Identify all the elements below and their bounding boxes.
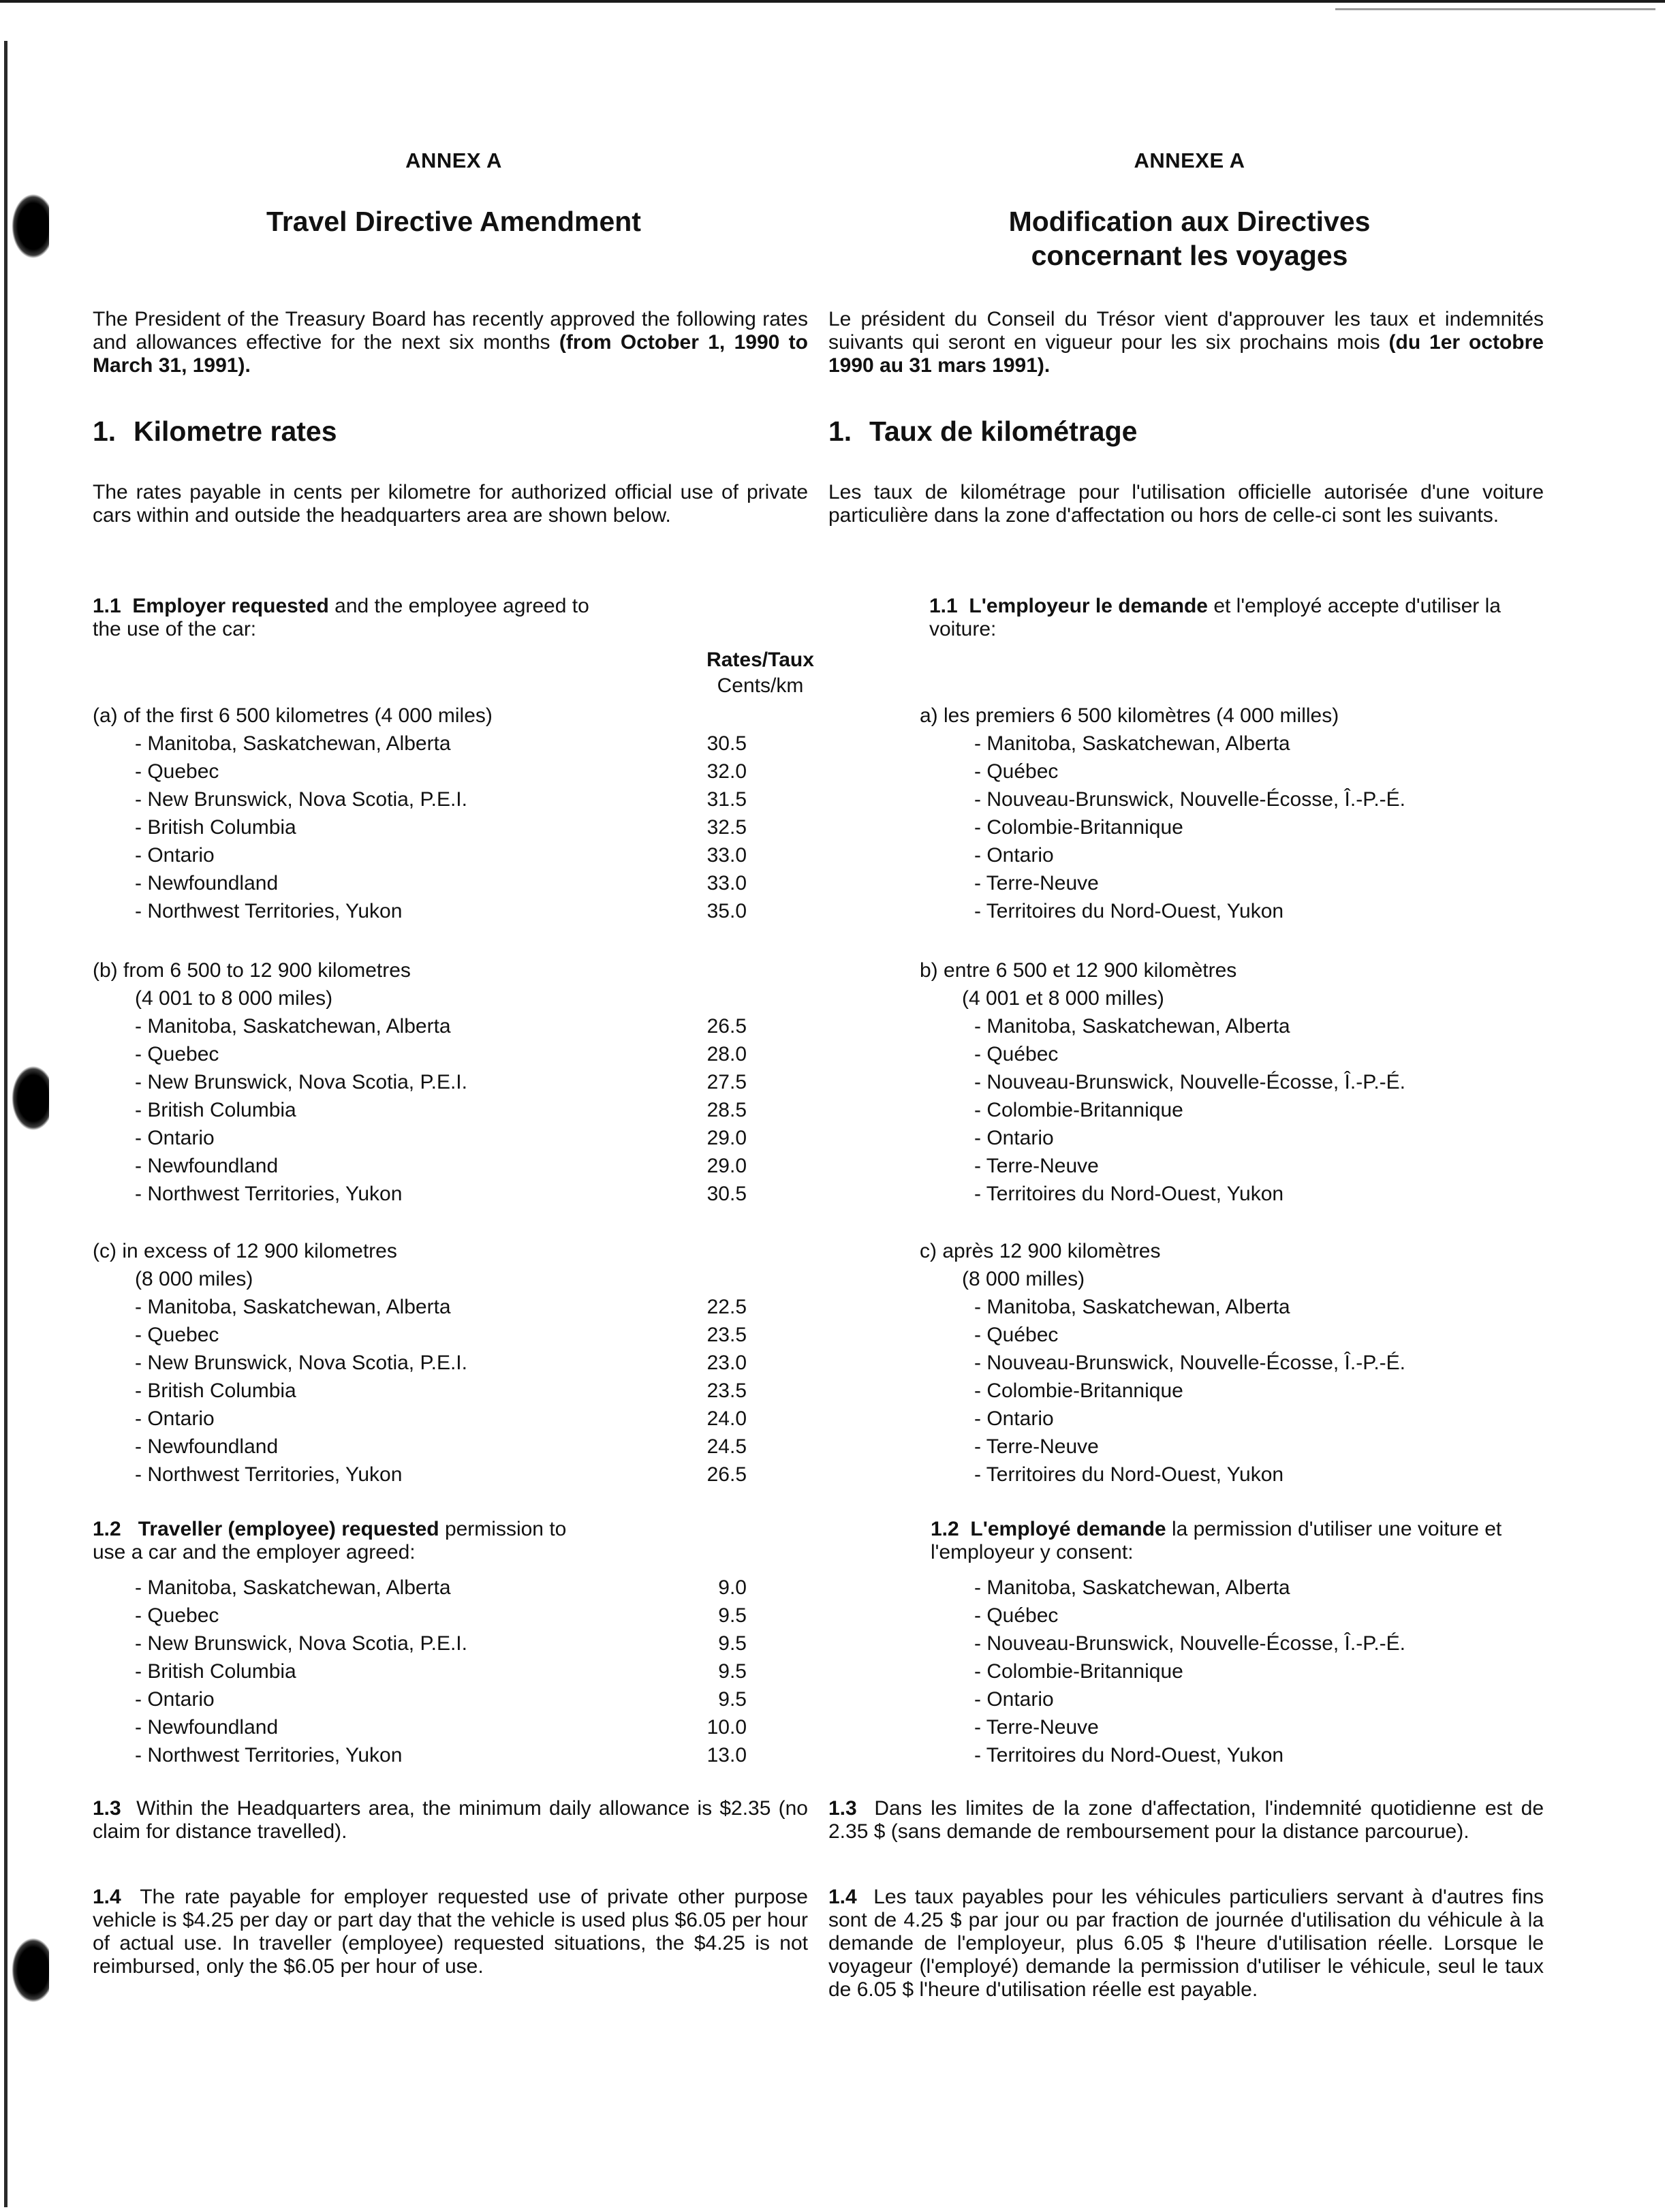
list-item: - Ontario	[974, 844, 1054, 867]
rates-column-header	[692, 647, 828, 699]
intro-dates: (du 1er octobre 1990 au 31 mars 1991).	[828, 331, 1544, 377]
subsection-number: 1.2	[93, 1518, 121, 1540]
page-title-line1: Modification aux Directives	[1008, 206, 1371, 237]
list-item: - Québec	[974, 1043, 1059, 1065]
table-row: - Quebec 32.0	[135, 760, 747, 783]
list-item: - Québec	[974, 760, 1059, 783]
list-item: - Terre-Neuve	[974, 1435, 1099, 1458]
section-title: Taux de kilométrage	[869, 416, 1138, 447]
table-row: - Northwest Territories, Yukon 35.0	[135, 900, 747, 922]
list-item: - Colombie-Britannique	[974, 1380, 1183, 1402]
list-item: - Manitoba, Saskatchewan, Alberta	[974, 1576, 1290, 1599]
list-item: - Québec	[974, 1324, 1059, 1346]
list-item: - Terre-Neuve	[974, 1155, 1099, 1177]
table-row: - New Brunswick, Nova Scotia, P.E.I. 31.5	[135, 788, 747, 811]
table-row: - Ontario 29.0	[135, 1127, 747, 1149]
list-item: - Colombie-Britannique	[974, 1660, 1183, 1683]
list-item: - Québec	[974, 1604, 1059, 1627]
group-label: c) après 12 900 kilomètres	[920, 1240, 1161, 1262]
subsection-text: Les taux payables pour les véhicules particuliers servant à d'autres fins sont de 4.25 $ par jour ou par fraction de journée d'utilisation du véhicule à la demande de l'employeur, plus 6.05 $ l'heure d'utilisation réelle. Lorsque le voyageur (l'employé) demande la permission d'utiliser le véhicule, seul le taux de 6.05 $ l'heure d'utilisation réelle est payable.	[828, 1886, 1544, 2001]
binder-hole-icon	[10, 1935, 49, 2006]
subsection-1-2	[93, 1518, 651, 1564]
table-row: - New Brunswick, Nova Scotia, P.E.I. 27.5	[135, 1071, 747, 1093]
subsection-number: 1.3	[828, 1797, 857, 1820]
section-title: Kilometre rates	[134, 416, 337, 447]
table-row: - New Brunswick, Nova Scotia, P.E.I. 23.0	[135, 1352, 747, 1374]
french-column	[828, 0, 1551, 2212]
table-row: - British Columbia 32.5	[135, 816, 747, 839]
intro-dates: (from October 1, 1990 to March 31, 1991).	[93, 331, 808, 377]
table-row: - Manitoba, Saskatchewan, Alberta 9.0	[135, 1576, 747, 1599]
page-title	[828, 204, 1551, 272]
list-item: - Territoires du Nord-Ouest, Yukon	[974, 1463, 1284, 1486]
subsection-1-4	[828, 1886, 1544, 2001]
table-row: - Quebec 28.0	[135, 1043, 747, 1065]
english-column	[93, 0, 815, 2212]
subsection-1-2	[931, 1518, 1544, 1564]
subsection-text: Dans les limites de la zone d'affectation, l'indemnité quotidienne est de 2.35 $ (sans demande de remboursement pour la distance parcourue).	[828, 1797, 1544, 1843]
subsection-text-line2: use a car and the employer agreed:	[93, 1541, 416, 1563]
group-label: (a) of the first 6 500 kilometres (4 000 miles)	[93, 704, 493, 727]
table-row: - Quebec 23.5	[135, 1324, 747, 1346]
annex-label: ANNEX A	[405, 149, 502, 172]
section-heading	[93, 416, 337, 448]
subsection-number: 1.4	[828, 1886, 857, 1908]
list-item: - Territoires du Nord-Ouest, Yukon	[974, 1744, 1284, 1766]
table-row: - New Brunswick, Nova Scotia, P.E.I. 9.5	[135, 1632, 747, 1655]
table-row: - Ontario 9.5	[135, 1688, 747, 1711]
subsection-1-4	[93, 1886, 808, 1978]
table-row: - Manitoba, Saskatchewan, Alberta 22.5	[135, 1296, 747, 1318]
subsection-text-line2: the use of the car:	[93, 618, 257, 640]
group-sublabel: (4 001 et 8 000 milles)	[962, 987, 1164, 1010]
intro-text: The President of the Treasury Board has recently approved the following rates and allowances effective for the next six months	[93, 308, 808, 354]
table-row: - British Columbia 23.5	[135, 1380, 747, 1402]
subsection-number: 1.1	[93, 595, 121, 617]
table-row: - British Columbia 28.5	[135, 1099, 747, 1121]
table-row: - Newfoundland 24.5	[135, 1435, 747, 1458]
subsection-1-3	[828, 1797, 1544, 1843]
list-item: - Terre-Neuve	[974, 872, 1099, 894]
intro-paragraph	[93, 308, 808, 377]
subsection-text: permission to	[444, 1518, 567, 1540]
subsection-1-1	[929, 595, 1544, 641]
list-item: - Colombie-Britannique	[974, 1099, 1183, 1121]
list-item: - Manitoba, Saskatchewan, Alberta	[974, 1015, 1290, 1038]
group-sublabel: (4 001 to 8 000 miles)	[135, 987, 333, 1010]
subsection-text: and the employee agreed to	[334, 595, 589, 617]
section-number: 1.	[93, 416, 116, 447]
intro-paragraph	[828, 308, 1544, 377]
table-row: - Northwest Territories, Yukon 26.5	[135, 1463, 747, 1486]
binder-hole-icon	[10, 191, 49, 262]
list-item: - Nouveau-Brunswick, Nouvelle-Écosse, Î.-P.-É.	[974, 788, 1406, 811]
page-title: Travel Directive Amendment	[266, 206, 641, 237]
subsection-number: 1.3	[93, 1797, 121, 1820]
subsection-number: 1.4	[93, 1886, 121, 1908]
subsection-text-line2: l'employeur y consent:	[931, 1541, 1134, 1563]
list-item: - Manitoba, Saskatchewan, Alberta	[974, 1296, 1290, 1318]
list-item: - Manitoba, Saskatchewan, Alberta	[974, 732, 1290, 755]
list-item: - Nouveau-Brunswick, Nouvelle-Écosse, Î.-P.-É.	[974, 1632, 1406, 1655]
binder-edge	[4, 41, 7, 2207]
group-label: b) entre 6 500 et 12 900 kilomètres	[920, 959, 1237, 982]
table-row: - Northwest Territories, Yukon 30.5	[135, 1183, 747, 1205]
intro-text: Le président du Conseil du Trésor vient d'approuver les taux et indemnités suivants qui seront en vigueur pour les six prochains mois	[828, 308, 1544, 354]
table-row: - Quebec 9.5	[135, 1604, 747, 1627]
group-sublabel: (8 000 milles)	[962, 1268, 1085, 1290]
section-intro: The rates payable in cents per kilometre for authorized official use of private cars within and outside the headquarters area are shown below.	[93, 481, 808, 527]
group-label: a) les premiers 6 500 kilomètres (4 000 milles)	[920, 704, 1339, 727]
table-row: - British Columbia 9.5	[135, 1660, 747, 1683]
subsection-text: et l'employé accepte d'utiliser la	[1213, 595, 1501, 617]
list-item: - Nouveau-Brunswick, Nouvelle-Écosse, Î.-P.-É.	[974, 1071, 1406, 1093]
subsection-bold: L'employé demande	[970, 1518, 1166, 1540]
subsection-text: Within the Headquarters area, the minimum daily allowance is $2.35 (no claim for distance travelled).	[93, 1797, 808, 1843]
list-item: - Colombie-Britannique	[974, 816, 1183, 839]
list-item: - Terre-Neuve	[974, 1716, 1099, 1739]
table-row: - Ontario 24.0	[135, 1407, 747, 1430]
list-item: - Ontario	[974, 1127, 1054, 1149]
subsection-bold: Employer requested	[132, 595, 329, 617]
table-row: - Manitoba, Saskatchewan, Alberta 30.5	[135, 732, 747, 755]
annex-label: ANNEXE A	[1134, 149, 1245, 172]
subsection-1-3	[93, 1797, 808, 1843]
subsection-1-1	[93, 595, 651, 641]
subsection-text: la permission d'utiliser une voiture et	[1171, 1518, 1502, 1540]
list-item: - Ontario	[974, 1688, 1054, 1711]
subsection-bold: Traveller (employee) requested	[138, 1518, 439, 1540]
group-label: (b) from 6 500 to 12 900 kilometres	[93, 959, 411, 982]
subsection-number: 1.1	[929, 595, 958, 617]
table-row: - Newfoundland 33.0	[135, 872, 747, 894]
group-label: (c) in excess of 12 900 kilometres	[93, 1240, 397, 1262]
section-intro: Les taux de kilométrage pour l'utilisation officielle autorisée d'une voiture particulière dans la zone d'affectation ou hors de celle-ci sont les suivants.	[828, 481, 1544, 527]
binder-hole-icon	[10, 1063, 49, 1134]
list-item: - Territoires du Nord-Ouest, Yukon	[974, 900, 1284, 922]
table-row: - Newfoundland 29.0	[135, 1155, 747, 1177]
subsection-number: 1.2	[931, 1518, 959, 1540]
section-heading	[828, 416, 1137, 448]
list-item: - Territoires du Nord-Ouest, Yukon	[974, 1183, 1284, 1205]
group-sublabel: (8 000 miles)	[135, 1268, 253, 1290]
table-row: - Ontario 33.0	[135, 844, 747, 867]
subsection-text-line2: voiture:	[929, 618, 997, 640]
list-item: - Nouveau-Brunswick, Nouvelle-Écosse, Î.-P.-É.	[974, 1352, 1406, 1374]
section-number: 1.	[828, 416, 852, 447]
rates-header-unit: Cents/km	[717, 674, 804, 697]
table-row: - Northwest Territories, Yukon 13.0	[135, 1744, 747, 1766]
table-row: - Newfoundland 10.0	[135, 1716, 747, 1739]
page-title-line2: concernant les voyages	[1031, 240, 1348, 271]
subsection-bold: L'employeur le demande	[969, 595, 1208, 617]
list-item: - Ontario	[974, 1407, 1054, 1430]
subsection-text: The rate payable for employer requested use of private other purpose vehicle is $4.25 per day or part day that the vehicle is used plus $6.05 per hour of actual use. In traveller (employee) requested situations, the $4.25 is not reimbursed, only the $6.05 per hour of use.	[93, 1886, 808, 1978]
table-row: - Manitoba, Saskatchewan, Alberta 26.5	[135, 1015, 747, 1038]
rates-header-top: Rates/Taux	[706, 649, 814, 671]
